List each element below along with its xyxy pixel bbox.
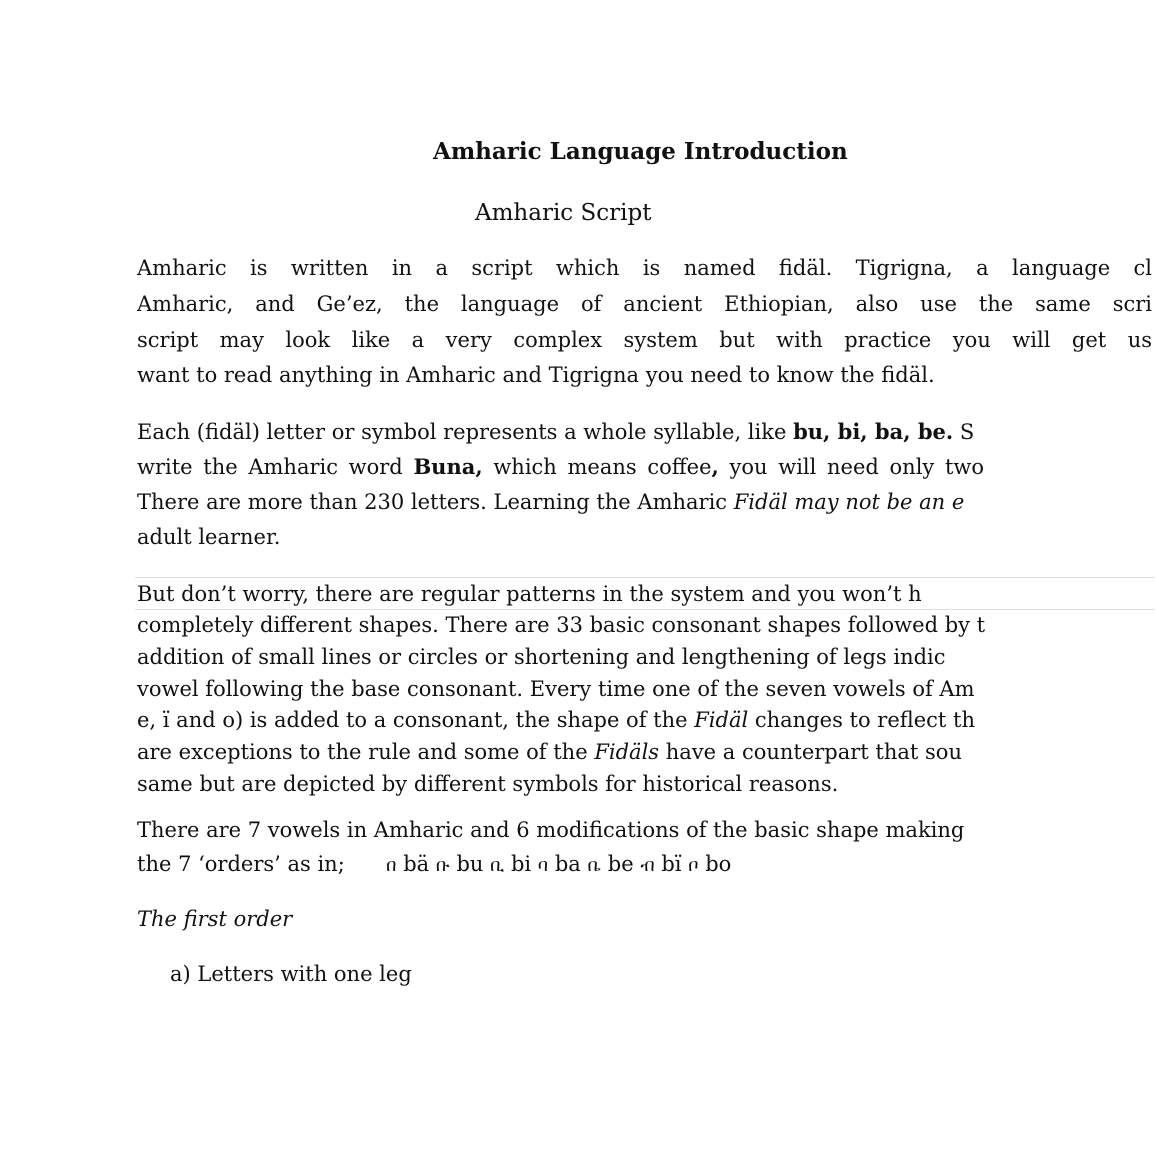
text: you will need only two bbox=[718, 455, 985, 479]
fidal-glyph: በ bbox=[386, 855, 397, 876]
paragraph-line bbox=[137, 489, 1152, 516]
fidal-latin: bä bbox=[403, 852, 430, 876]
fidal-glyph: ቡ bbox=[435, 855, 450, 876]
paragraph-line: script may look like a very complex system but with practice you will get us bbox=[137, 328, 1152, 352]
bold-text: bu, bi, ba, be. bbox=[793, 419, 954, 444]
text: have a counterpart that sou bbox=[659, 740, 962, 764]
paragraph-line: addition of small lines or circles or shortening and lengthening of legs indic bbox=[137, 645, 946, 669]
bold-text: , bbox=[711, 454, 719, 479]
paragraph-line: There are 7 vowels in Amharic and 6 modifications of the basic shape making bbox=[137, 818, 965, 842]
section-heading: The first order bbox=[137, 907, 293, 931]
divider bbox=[135, 609, 1155, 610]
paragraph-line: want to read anything in Amharic and Tigrigna you need to know the fidäl. bbox=[137, 363, 935, 387]
italic-text: Fidäl may not be an e bbox=[733, 490, 965, 514]
italic-text: Fidäl bbox=[694, 708, 749, 732]
fidal-glyph: ብ bbox=[640, 855, 655, 876]
fidal-latin: bi bbox=[510, 852, 532, 876]
italic-text: Fidäls bbox=[594, 740, 660, 764]
list-marker: a) bbox=[170, 962, 191, 986]
fidal-glyph: ባ bbox=[537, 855, 549, 876]
bold-text: Buna, bbox=[413, 454, 483, 479]
text: are exceptions to the rule and some of the bbox=[137, 740, 595, 764]
paragraph-line bbox=[137, 453, 1152, 481]
paragraph-line: vowel following the base consonant. Every time one of the seven vowels of Am bbox=[137, 677, 975, 701]
text: the 7 ‘orders’ as in; bbox=[137, 852, 345, 876]
paragraph-line: Amharic is written in a script which is named fidäl. Tigrigna, a language cl bbox=[137, 256, 1152, 280]
text: Each (fidäl) letter or symbol represents a whole syllable, like bbox=[137, 420, 794, 444]
divider bbox=[135, 577, 1155, 578]
text: changes to reflect th bbox=[748, 708, 976, 732]
text: There are more than 230 letters. Learning the Amharic bbox=[137, 490, 734, 514]
paragraph-line: adult learner. bbox=[137, 525, 281, 549]
fidal-orders bbox=[386, 852, 731, 876]
paragraph-line bbox=[137, 851, 1152, 878]
document-subtitle: Amharic Script bbox=[475, 200, 652, 226]
fidal-latin: bï bbox=[661, 852, 682, 876]
document-title: Amharic Language Introduction bbox=[433, 138, 848, 165]
list-text: Letters with one leg bbox=[197, 962, 412, 986]
fidal-latin: bu bbox=[456, 852, 484, 876]
paragraph-line bbox=[137, 707, 1152, 734]
text: write the Amharic word bbox=[137, 455, 414, 479]
paragraph-line bbox=[137, 739, 1152, 766]
paragraph-line: completely different shapes. There are 33 basic consonant shapes followed by t bbox=[137, 613, 986, 637]
fidal-glyph: ቤ bbox=[587, 855, 602, 876]
text: e, ï and o) is added to a consonant, the shape of the bbox=[137, 708, 695, 732]
fidal-latin: be bbox=[607, 852, 634, 876]
paragraph-line: But don’t worry, there are regular patterns in the system and you won’t h bbox=[137, 582, 922, 606]
fidal-glyph: ቢ bbox=[490, 855, 505, 876]
paragraph-line: Amharic, and Ge’ez, the language of ancient Ethiopian, also use the same scri bbox=[137, 292, 1152, 316]
paragraph-line bbox=[137, 418, 1152, 446]
fidal-latin: bo bbox=[705, 852, 732, 876]
list-item bbox=[170, 961, 1070, 988]
text: which means coffee bbox=[482, 455, 712, 479]
fidal-glyph: ቦ bbox=[688, 855, 699, 876]
paragraph-line: same but are depicted by different symbols for historical reasons. bbox=[137, 772, 839, 796]
fidal-latin: ba bbox=[554, 852, 581, 876]
text: S bbox=[953, 420, 975, 444]
